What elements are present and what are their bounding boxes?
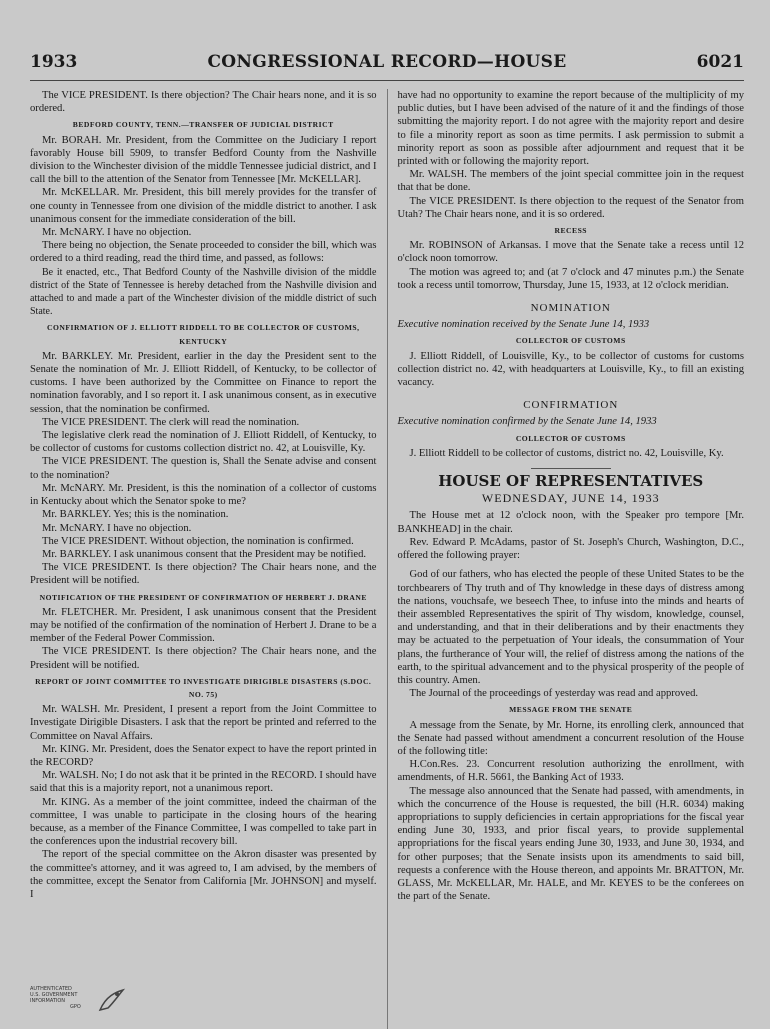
header-title: CONGRESSIONAL RECORD—HOUSE (207, 52, 567, 72)
subsection-heading: COLLECTOR OF CUSTOMS (515, 336, 626, 346)
prayer-paragraph: God of our fathers, who has elected the people of these United States to be the torchbearers of Thy truth and of Thy knowledge in these days of distress among the nations, vouchsafe, we beseech Thee, to infuse into the minds and hearts of their assembled Representatives the spirit of Thy wisdom, knowledge, counsel, and understanding, and that in their deliberations and by their enactments they may be actuated to the perpetuation of Your ideals, the consummation of Your plans, the furtherance of Your will, the relief of distress among the nations of the earth, to the spiritual advancement and to the physical prosperity of the people of this country. Amen. (397, 569, 744, 686)
paragraph: have had no opportunity to examine the report because of the multiplicity of my public duties, but I have been advised of the nature of it and the findings of those submitting the majority report. I do not agree with the majority report and desire to file a minority report as soon as time permits. I ask permission to submit a minority report as soon as possible after adjournment and request that it be printed with or following the majority report. (397, 90, 744, 168)
paragraph: Mr. BARKLEY. I ask unanimous consent that the President may be notified. (42, 548, 367, 560)
paragraph: The report of the special committee on the Akron disaster was presented by the committee's attorney, and it was agreed to, I am advised, by the members of the committee, except the Senator from California [Mr. JOHNSON] and myself. I (30, 849, 377, 900)
paragraph: The VICE PRESIDENT. Is there objection? The Chair hears none, and the President will be notified. (30, 646, 377, 671)
session-date: WEDNESDAY, JUNE 14, 1933 (481, 491, 660, 506)
paragraph: Mr. WALSH. Mr. President, I present a report from the Joint Committee to Investigate Dirigible Disasters. I ask that the report be printed and referred to the Committee on Naval Affairs. (30, 704, 377, 742)
paragraph: The VICE PRESIDENT. Without objection, the nomination is confirmed. (42, 535, 354, 547)
paragraph: Mr. McKELLAR. Mr. President, this bill merely provides for the transfer of one county in Tennessee from one division of the middle district to another. I ask unanimous consent for the immediate consideration of the bill. (30, 187, 377, 225)
paragraph: The message also announced that the Senate had passed, with amendments, in which the concurrence of the House is requested, the bill (H.R. 6034) making appropriations to supply deficiencies in certain appropriations for the fiscal year ending June 30, 1933, and prior fiscal years, to provide supplemental appropriations for the fiscal years ending June 30, 1933, and June 30, 1934, and for other purposes; that the Senate insists upon its amendments to said bill, requests a conference with the House thereon, and appoints Mr. BRATTON, Mr. GLASS, Mr. McKELLAR, Mr. HALE, and Mr. KEYES to be the conferees on the part of the Senate. (397, 785, 744, 903)
paragraph: Mr. KING. As a member of the joint committee, indeed the chairman of the committee, I was unable to participate in the closing hours of the hearing because, as a member of the Finance Committee, I was compelled to take part in the conferences upon the industrial recovery bill. (30, 796, 377, 848)
paragraph: The VICE PRESIDENT. Is there objection? The Chair hears none, and the President will be notified. (30, 562, 377, 587)
eagle-seal-icon (96, 986, 126, 1016)
paragraph: The legislative clerk read the nomination of J. Elliott Riddell, of Kentucky, to be collector of customs for customs collection district no. 42, at Louisville, Ky. (30, 430, 377, 455)
divider (531, 468, 611, 469)
paragraph: The VICE PRESIDENT. The clerk will read the nomination. (42, 416, 300, 428)
paragraph: J. Elliott Riddell, of Louisville, Ky., to be collector of customs for customs collection district no. 42, with headquarters at Louisville, Ky., to fill an existing vacancy. (397, 350, 744, 389)
paragraph: Mr. BARKLEY. Mr. President, earlier in the day the President sent to the Senate the nomination of Mr. J. Elliott Riddell, of Kentucky, to be collector of customs. I have been authorized by the Committee on Finance to report the nomination favorably, and I so report it. I ask unanimous consent, as in executive session, that the nomination be confirmed. (30, 350, 377, 415)
section-title: NOMINATION (530, 302, 611, 315)
paragraph: Mr. McNARY. I have no objection. (42, 522, 192, 534)
bill-text: Be it enacted, etc., That Bedford County of the Nashville division of the middle district of the State of Tennessee is hereby detached from the Nashville division and attached to and made a part of the Winchester division of the middle district of such State. (30, 266, 377, 318)
paragraph: Mr. BORAH. Mr. President, from the Committee on the Judiciary I report favorably House bill 5909, to transfer Bedford County from the Nashville division to the Winchester division of the middle Tennessee judicial district, and I call the bill to the attention of the Senator from Tennessee [Mr. McKELLAR]. (30, 134, 377, 186)
paragraph: J. Elliott Riddell to be collector of customs, district no. 42, Louisville, Ky. (409, 447, 724, 459)
text-columns (30, 89, 744, 1029)
section-heading: NOTIFICATION OF THE PRESIDENT OF CONFIRMATION OF HERBERT J. DRANE (39, 592, 367, 602)
paragraph: Mr. ROBINSON of Arkansas. I move that the Senate take a recess until 12 o'clock noon tomorrow. (397, 240, 744, 265)
paragraph: Mr. McNARY. I have no objection. (42, 227, 192, 239)
left-column (30, 89, 388, 1029)
paragraph: Mr. BARKLEY. Yes; this is the nomination. (42, 509, 229, 521)
subsection-heading: COLLECTOR OF CUSTOMS (515, 433, 626, 443)
paragraph: Rev. Edward P. McAdams, pastor of St. Joseph's Church, Washington, D.C., offered the following prayer: (397, 536, 744, 562)
section-heading: CONFIRMATION OF J. ELLIOTT RIDDELL TO BE COLLECTOR OF CUSTOMS, KENTUCKY (46, 323, 360, 346)
paragraph: The Journal of the proceedings of yesterday was read and approved. (409, 688, 699, 700)
paragraph: The House met at 12 o'clock noon, with the Speaker pro tempore [Mr. BANKHEAD] in the chair. (397, 510, 744, 535)
paragraph: The VICE PRESIDENT. The question is, Shall the Senate advise and consent to the nomination? (30, 456, 377, 481)
paragraph: H.Con.Res. 23. Concurrent resolution authorizing the enrollment, with amendments, of H.R. 5661, the Banking Act of 1933. (397, 759, 744, 784)
paragraph: Mr. KING. Mr. President, does the Senator expect to have the report printed in the RECORD? (30, 743, 377, 768)
page-header (30, 52, 744, 81)
house-heading: HOUSE OF REPRESENTATIVES (438, 472, 704, 491)
gpo-authentication-seal: AUTHENTICATED U.S. GOVERNMENT INFORMATION GPO (30, 986, 128, 1018)
paragraph: The motion was agreed to; and (at 7 o'clock and 47 minutes p.m.) the Senate took a recess until tomorrow, Thursday, June 15, 1933, at 12 o'clock meridian. (397, 266, 744, 291)
section-title: CONFIRMATION (523, 399, 619, 412)
section-heading: MESSAGE FROM THE SENATE (509, 705, 633, 715)
section-heading: REPORT OF JOINT COMMITTEE TO INVESTIGATE DIRIGIBLE DISASTERS (S.DOC. NO. 75) (35, 676, 372, 699)
paragraph: Mr. WALSH. The members of the joint special committee join in the request that that be done. (397, 169, 744, 194)
paragraph: A message from the Senate, by Mr. Horne, its enrolling clerk, announced that the Senate had passed without amendment a concurrent resolution of the House of the following title: (397, 719, 744, 757)
italic-caption: Executive nomination confirmed by the Senate June 14, 1933 (397, 416, 657, 428)
section-heading: BEDFORD COUNTY, TENN.—TRANSFER OF JUDICIAL DISTRICT (72, 120, 334, 130)
italic-caption: Executive nomination received by the Senate June 14, 1933 (397, 319, 650, 331)
section-heading: RECESS (554, 226, 588, 236)
paragraph: The VICE PRESIDENT. Is there objection? The Chair hears none, and it is so ordered. (30, 90, 377, 115)
paragraph: Mr. McNARY. Mr. President, is this the nomination of a collector of customs in Kentucky about which the Senator spoke to me? (30, 482, 377, 508)
header-page-number: 6021 (696, 52, 744, 72)
paragraph: There being no objection, the Senate proceeded to consider the bill, which was ordered to a third reading, read the third time, and passed, as follows: (30, 240, 377, 265)
paragraph: Mr. WALSH. No; I do not ask that it be printed in the RECORD. I should have said that this is a majority report, not a unanimous report. (30, 770, 377, 795)
header-year: 1933 (30, 52, 78, 72)
paragraph: Mr. FLETCHER. Mr. President, I ask unanimous consent that the President may be notified of the confirmation of the nomination of Herbert J. Drane to be a member of the Federal Power Commission. (30, 606, 377, 645)
paragraph: The VICE PRESIDENT. Is there objection to the request of the Senator from Utah? The Chair hears none, and it is so ordered. (397, 195, 744, 220)
right-column (388, 89, 745, 1029)
